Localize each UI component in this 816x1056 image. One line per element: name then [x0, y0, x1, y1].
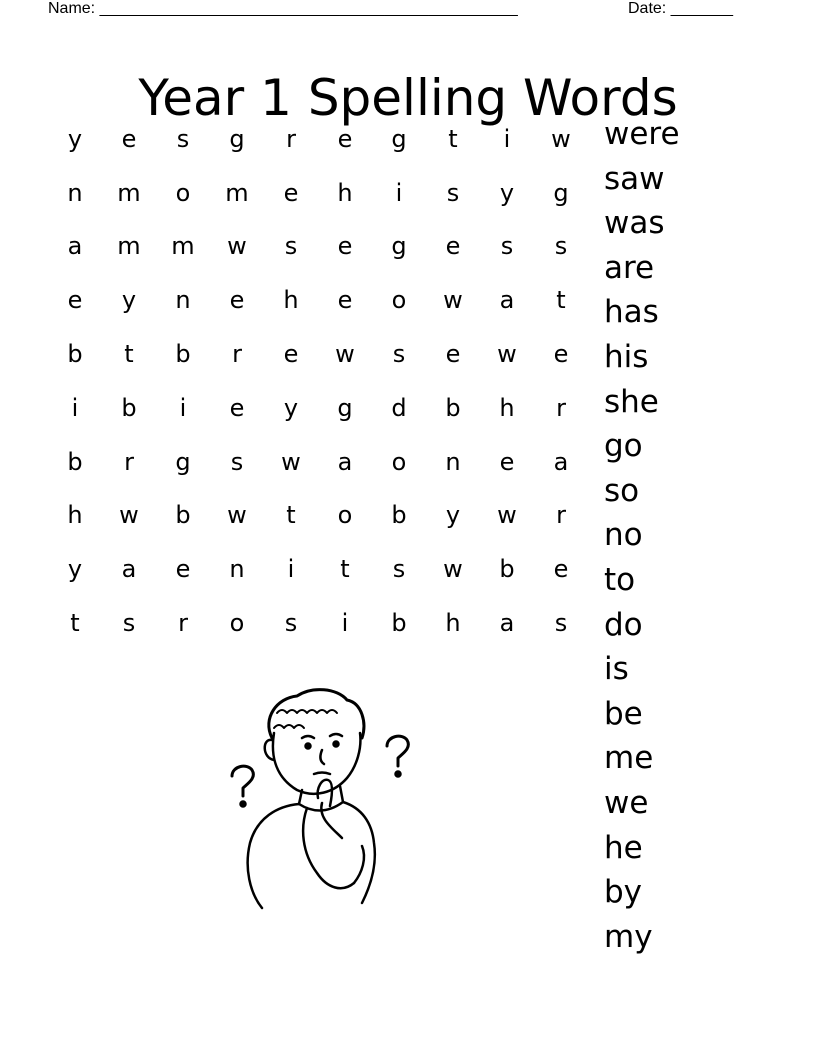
- word-list-item: by: [604, 874, 643, 911]
- grid-cell: t: [124, 340, 134, 369]
- grid-cell: t: [286, 501, 296, 530]
- grid-cell: e: [445, 232, 461, 261]
- word-list-item: he: [604, 829, 643, 866]
- grid-cell: y: [445, 501, 461, 530]
- grid-cell: w: [497, 501, 517, 530]
- grid-cell: e: [283, 178, 299, 207]
- grid-cell: w: [281, 447, 301, 476]
- grid-cell: s: [392, 340, 406, 369]
- grid-cell: h: [337, 178, 353, 207]
- thinking-child-icon: [222, 678, 422, 928]
- grid-cell: b: [391, 609, 407, 638]
- grid-cell: g: [553, 178, 569, 207]
- grid-cell: y: [67, 555, 83, 584]
- date-field-label: Date: _______: [628, 0, 733, 17]
- grid-cell: n: [67, 178, 83, 207]
- grid-cell: r: [556, 501, 566, 530]
- grid-cell: y: [67, 124, 83, 153]
- grid-cell: s: [284, 232, 298, 261]
- grid-cell: b: [67, 447, 83, 476]
- grid-cell: m: [171, 232, 195, 261]
- word-list-item: my: [604, 918, 653, 955]
- grid-cell: b: [391, 501, 407, 530]
- grid-cell: o: [337, 501, 353, 530]
- grid-cell: e: [337, 124, 353, 153]
- grid-cell: r: [556, 393, 566, 422]
- word-list-item: is: [604, 651, 629, 688]
- grid-cell: a: [499, 286, 515, 315]
- grid-cell: a: [337, 447, 353, 476]
- word-list-item: so: [604, 472, 640, 509]
- word-list: [604, 112, 680, 959]
- word-list-item: are: [604, 249, 655, 286]
- word-list-item: me: [604, 740, 654, 777]
- grid-cell: e: [445, 340, 461, 369]
- grid-cell: s: [500, 232, 514, 261]
- grid-cell: r: [124, 447, 134, 476]
- grid-cell: n: [175, 286, 191, 315]
- grid-cell: g: [337, 393, 353, 422]
- grid-cell: b: [499, 555, 515, 584]
- grid-cell: w: [227, 232, 247, 261]
- grid-cell: y: [283, 393, 299, 422]
- word-list-item: to: [604, 561, 636, 598]
- grid-cell: w: [551, 124, 571, 153]
- grid-cell: g: [391, 232, 407, 261]
- grid-cell: a: [67, 232, 83, 261]
- grid-cell: g: [391, 124, 407, 153]
- name-field-label: Name: _______________________________________________: [48, 0, 518, 17]
- word-list-item: she: [604, 383, 659, 420]
- grid-cell: b: [175, 340, 191, 369]
- grid-cell: e: [283, 340, 299, 369]
- word-list-item: do: [604, 606, 643, 643]
- grid-cell: e: [229, 393, 245, 422]
- grid-cell: b: [67, 340, 83, 369]
- word-list-item: go: [604, 428, 643, 465]
- grid-cell: r: [178, 609, 188, 638]
- grid-cell: t: [556, 286, 566, 315]
- grid-cell: i: [341, 609, 349, 638]
- grid-cell: g: [175, 447, 191, 476]
- grid-cell: h: [445, 609, 461, 638]
- grid-cell: o: [229, 609, 245, 638]
- grid-cell: w: [497, 340, 517, 369]
- grid-cell: s: [230, 447, 244, 476]
- grid-cell: b: [175, 501, 191, 530]
- grid-cell: r: [286, 124, 296, 153]
- word-list-item: was: [604, 205, 665, 242]
- grid-cell: s: [446, 178, 460, 207]
- word-list-item: no: [604, 517, 643, 554]
- grid-cell: s: [284, 609, 298, 638]
- grid-cell: e: [67, 286, 83, 315]
- grid-cell: i: [287, 555, 295, 584]
- word-list-item: we: [604, 784, 649, 821]
- grid-cell: i: [71, 393, 79, 422]
- grid-cell: a: [121, 555, 137, 584]
- grid-cell: n: [445, 447, 461, 476]
- grid-cell: t: [70, 609, 80, 638]
- grid-cell: e: [553, 340, 569, 369]
- grid-cell: s: [176, 124, 190, 153]
- grid-cell: o: [391, 286, 407, 315]
- grid-cell: y: [499, 178, 515, 207]
- grid-cell: s: [392, 555, 406, 584]
- word-list-item: be: [604, 695, 643, 732]
- grid-cell: h: [67, 501, 83, 530]
- grid-cell: e: [229, 286, 245, 315]
- grid-cell: r: [232, 340, 242, 369]
- grid-cell: s: [554, 609, 568, 638]
- grid-cell: g: [229, 124, 245, 153]
- grid-cell: w: [443, 286, 463, 315]
- thinking-child-illustration: [222, 678, 422, 928]
- grid-cell: h: [499, 393, 515, 422]
- grid-cell: e: [175, 555, 191, 584]
- grid-cell: m: [117, 232, 141, 261]
- grid-cell: t: [448, 124, 458, 153]
- grid-cell: n: [229, 555, 245, 584]
- grid-cell: i: [395, 178, 403, 207]
- grid-cell: d: [391, 393, 407, 422]
- grid-cell: t: [340, 555, 350, 584]
- grid-cell: e: [337, 286, 353, 315]
- grid-cell: b: [445, 393, 461, 422]
- grid-cell: w: [443, 555, 463, 584]
- word-list-item: his: [604, 338, 649, 375]
- word-list-item: were: [604, 116, 680, 152]
- grid-cell: e: [121, 124, 137, 153]
- grid-cell: e: [337, 232, 353, 261]
- grid-cell: w: [335, 340, 355, 369]
- grid-cell: b: [121, 393, 137, 422]
- grid-cell: a: [499, 609, 515, 638]
- grid-cell: a: [553, 447, 569, 476]
- grid-cell: e: [553, 555, 569, 584]
- grid-cell: w: [227, 501, 247, 530]
- word-list-item: has: [604, 294, 659, 331]
- grid-cell: w: [119, 501, 139, 530]
- page-title: Year 1 Spelling Words: [138, 68, 678, 127]
- word-list-item: saw: [604, 160, 665, 197]
- grid-cell: i: [179, 393, 187, 422]
- grid-cell: h: [283, 286, 299, 315]
- word-search-grid: [48, 112, 588, 650]
- grid-cell: s: [122, 609, 136, 638]
- grid-cell: o: [391, 447, 407, 476]
- grid-cell: m: [225, 178, 249, 207]
- header-line: [48, 0, 748, 20]
- grid-cell: y: [121, 286, 137, 315]
- grid-cell: s: [554, 232, 568, 261]
- grid-cell: e: [499, 447, 515, 476]
- grid-cell: i: [503, 124, 511, 153]
- grid-cell: m: [117, 178, 141, 207]
- grid-cell: o: [175, 178, 191, 207]
